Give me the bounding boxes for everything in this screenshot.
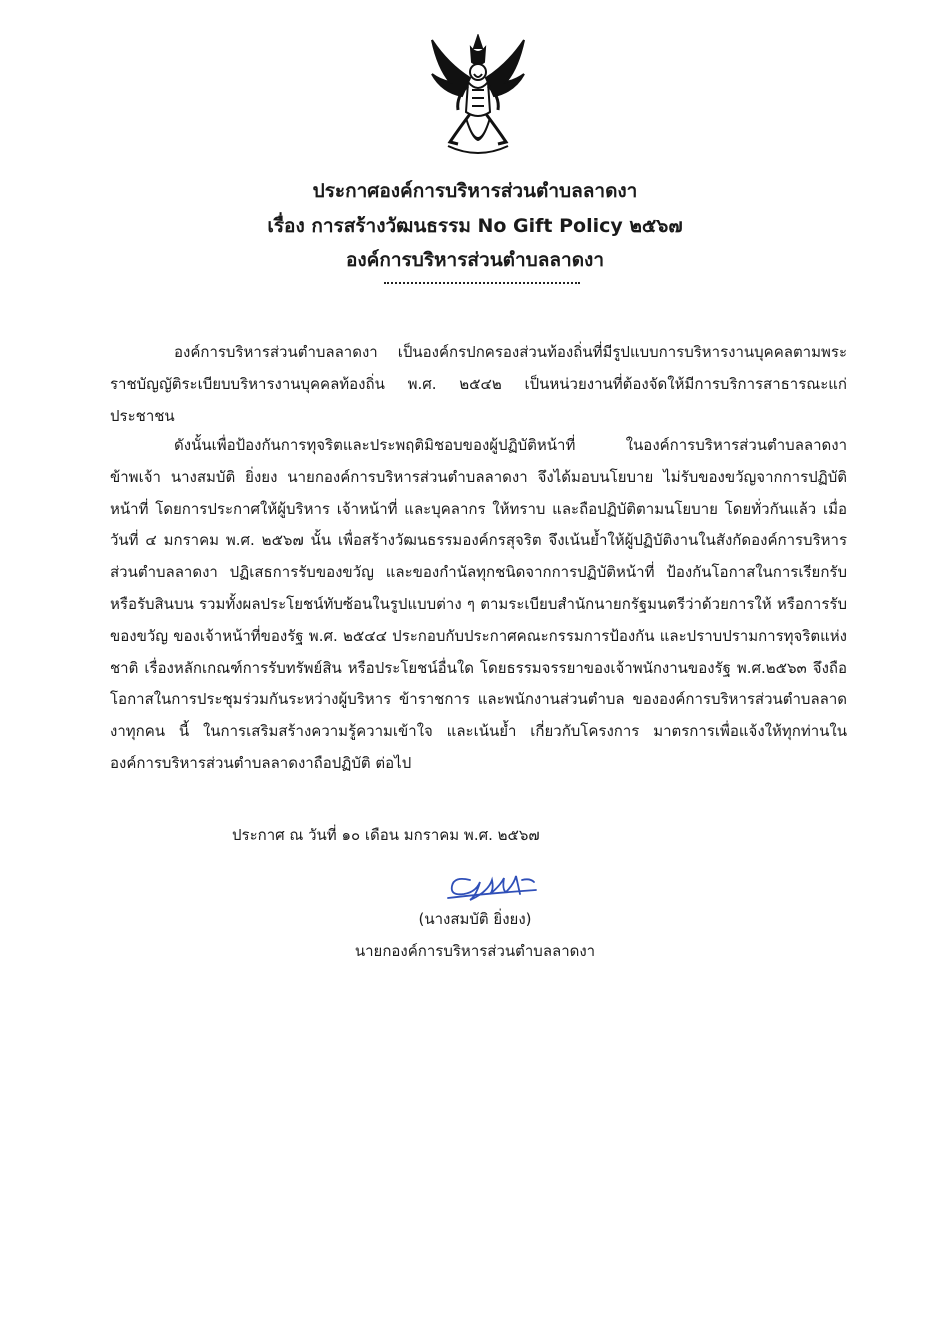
announcement-date: ประกาศ ณ วันที่ ๑๐ เดือน มกราคม พ.ศ. ๒๕๖๗	[232, 826, 540, 844]
issuing-organization: องค์การบริหารส่วนตำบลลาดงา	[345, 249, 604, 271]
signer-title: นายกองค์การบริหารส่วนตำบลลาดงา	[354, 942, 596, 960]
garuda-emblem-icon	[428, 34, 528, 162]
handwritten-signature	[440, 866, 550, 906]
body-paragraph-2: ดังนั้นเพื่อป้องกันการทุจริตและประพฤติมิชอบของผู้ปฏิบัติหน้าที่ ในองค์การบริหารส่วนตำบลลาดงา ข้าพเจ้า นางสมบัติ ยิ่งยง นายกองค์การบริหารส่วนตำบลลาดงา จึงได้มอบนโยบาย ไม่รับของขวัญจากการปฏิบัติหน้าที่ โดยการประกาศให้ผู้บริหาร เจ้าหน้าที่ และบุคลากร ให้ทราบ และถือปฏิบัติตามนโยบาย โดยทั่วกันแล้ว เมื่อวันที่ ๔ มกราคม พ.ศ. ๒๕๖๗ นั้น เพื่อสร้างวัฒนธรรมองค์กรสุจริต จึงเน้นย้ำให้ผู้ปฏิบัติงานในสังกัดองค์การบริหารส่วนตำบลลาดงา ปฏิเสธการรับของขวัญ และของกำนัลทุกชนิดจากการปฏิบัติหน้าที่ ป้องกันโอกาสในการเรียกรับ หรือรับสินบน รวมทั้งผลประโยชน์ทับซ้อนในรูปแบบต่าง ๆ ตามระเบียบสำนักนายกรัฐมนตรีว่าด้วยการให้ หรือการรับของขวัญ ของเจ้าหน้าที่ของรัฐ พ.ศ. ๒๕๔๔ ประกอบกับประกาศคณะกรรมการป้องกัน และปราบปรามการทุจริตแห่งชาติ เรื่องหลักเกณฑ์การรับทรัพย์สิน หรือประโยชน์อื่นใด โดยธรรมจรรยาของเจ้าพนักงานของรัฐ พ.ศ.๒๕๖๓ จึงถือโอกาสในการประชุมร่วมกันระหว่างผู้บริหาร ข้าราชการ และพนักงานส่วนตำบล ขององค์การบริหารส่วนตำบลลาดงาทุกคน นี้ ในการเสริมสร้างความรู้ความเข้าใจ และเน้นย้ำ เกี่ยวกับโครงการ มาตรการเพื่อแจ้งให้ทุกท่านในองค์การบริหารส่วนตำบลลาดงาถือปฏิบัติ ต่อไป	[110, 436, 847, 772]
dotted-divider	[384, 282, 580, 284]
announcement-title: ประกาศองค์การบริหารส่วนตำบลลาดงา	[312, 180, 638, 202]
announcement-subject: เรื่อง การสร้างวัฒนธรรม No Gift Policy ๒๕๖๗	[267, 215, 683, 237]
body-paragraph-1: องค์การบริหารส่วนตำบลลาดงา เป็นองค์กรปกครองส่วนท้องถิ่นที่มีรูปแบบการบริหารงานบุคคลตามพระราชบัญญัติระเบียบบริหารงานบุคคลท้องถิ่น พ.ศ. ๒๕๔๒ เป็นหน่วยงานที่ต้องจัดให้มีการบริการสาธารณะแก่ประชาชน	[110, 343, 847, 425]
signer-name: (นางสมบัติ ยิ่งยง)	[418, 910, 532, 928]
